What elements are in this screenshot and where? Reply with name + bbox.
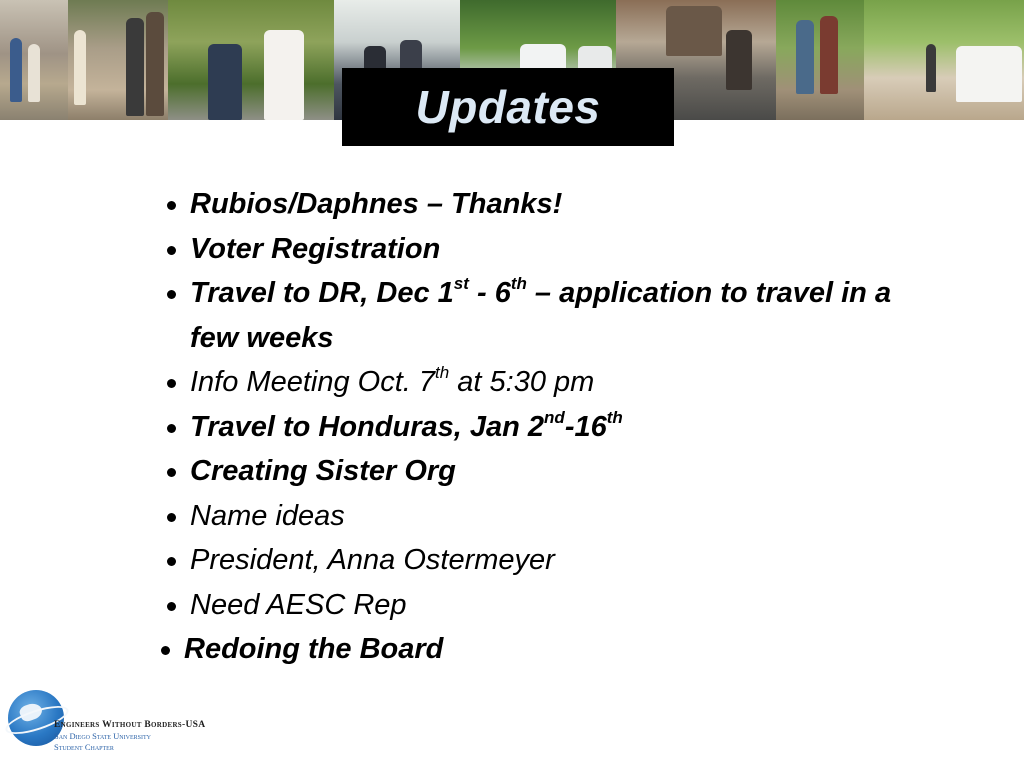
bullet-text: Info Meeting Oct. 7 xyxy=(190,366,436,398)
bullet-item xyxy=(160,227,940,272)
bullet-text: Voter Registration xyxy=(190,232,441,265)
bullet-dot-icon xyxy=(167,602,176,611)
bullet-item xyxy=(160,449,940,494)
title-box xyxy=(342,68,674,146)
bullet-dot-icon xyxy=(167,290,176,299)
bullet-text: Need AESC Rep xyxy=(190,588,407,621)
bullet-item xyxy=(160,271,940,360)
bullet-item xyxy=(154,627,940,672)
bullet-superscript: th xyxy=(606,407,623,427)
bullet-item xyxy=(160,583,940,628)
bullet-text: Creating Sister Org xyxy=(190,455,456,487)
logo-line-1: Engineers Without Borders-USA xyxy=(54,720,206,730)
bullet-text: - 6 xyxy=(468,277,511,309)
bullet-dot-icon xyxy=(167,379,176,388)
banner-photo-7 xyxy=(776,0,864,120)
bullet-dot-icon xyxy=(167,201,176,210)
bullet-dot-icon xyxy=(167,557,176,566)
bullet-item xyxy=(160,538,940,583)
bullet-dot-icon xyxy=(167,468,176,477)
bullet-list xyxy=(160,182,940,672)
bullet-superscript: nd xyxy=(544,407,565,427)
bullet-text: at 5:30 pm xyxy=(449,366,595,398)
banner-photo-3 xyxy=(168,0,334,120)
bullet-text: Travel to Honduras, Jan 2 xyxy=(190,410,545,443)
slide-title: Updates xyxy=(415,81,601,133)
logo-text xyxy=(54,720,205,753)
bullet-item xyxy=(160,182,940,227)
bullet-text: -16 xyxy=(564,410,607,443)
bullet-text: President, Anna Ostermeyer xyxy=(190,544,555,576)
bullet-dot-icon xyxy=(167,513,176,522)
bullet-text: Name ideas xyxy=(190,499,345,532)
bullet-dot-icon xyxy=(167,246,176,255)
ewb-logo xyxy=(8,690,228,754)
bullet-superscript: th xyxy=(510,274,527,294)
bullet-text: Rubios/Daphnes – Thanks! xyxy=(190,188,563,220)
bullet-superscript: th xyxy=(435,363,450,383)
bullet-text: Travel to DR, Dec 1 xyxy=(190,277,454,309)
banner-photo-2 xyxy=(68,0,168,120)
bullet-item xyxy=(160,494,940,539)
bullet-dot-icon xyxy=(161,646,170,655)
banner-photo-1 xyxy=(0,0,68,120)
bullet-item xyxy=(160,360,940,405)
banner-photo-8 xyxy=(864,0,1024,120)
logo-line-3: Student Chapter xyxy=(54,742,114,752)
bullet-text: – application to travel in a few weeks xyxy=(190,277,892,354)
bullet-dot-icon xyxy=(167,424,176,433)
logo-line-2: San Diego State University xyxy=(54,731,151,741)
bullet-superscript: st xyxy=(453,274,469,294)
bullet-text: Redoing the Board xyxy=(184,633,444,665)
bullet-item xyxy=(160,405,940,450)
